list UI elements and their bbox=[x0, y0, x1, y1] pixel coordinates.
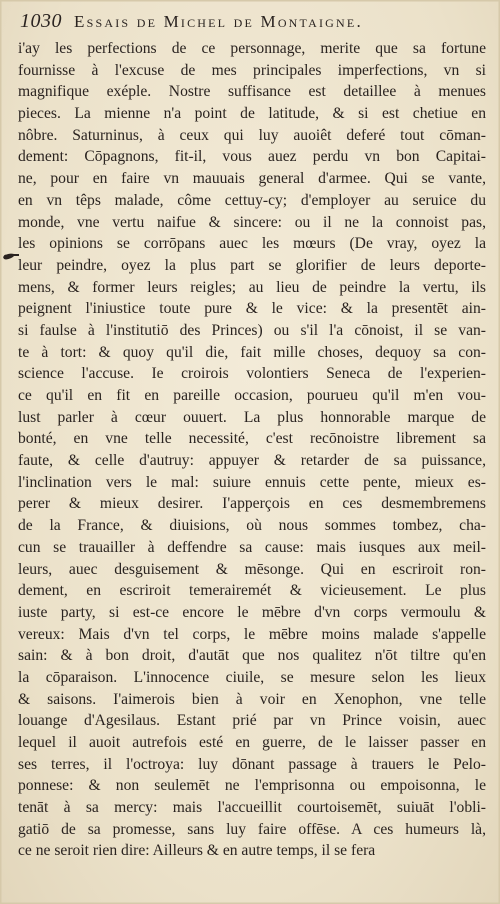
text-line: ponnese: & non seulemēt ne l'emprisonna ou empoisonna, le bbox=[18, 777, 486, 795]
text-line: magnifique exéple. Nostre suffisance est detaillee à menues bbox=[18, 83, 486, 101]
text-line: leur peindre, oyez la plus part se glorifier de leurs deporte- bbox=[18, 256, 486, 274]
text-line: si faulse à l'institutiō des Princes) ou s'il l'a cōnoist, il se van- bbox=[18, 321, 486, 339]
running-head: Essais de Michel de Montaigne. bbox=[74, 12, 363, 31]
text-line: dement, en escriroit temerairemét & vicieusement. Le plus bbox=[18, 582, 486, 600]
text-line: lust parler à cœur ouuert. La plus honnorable marque de bbox=[18, 408, 486, 426]
text-line: la cōparaison. L'innocence ciuile, se mesure selon les lieux bbox=[18, 668, 486, 686]
text-line: leurs, auec desguisement & mēsonge. Qui en escriroit ron- bbox=[18, 560, 486, 578]
text-line: dement: Cōpagnons, fit-il, vous auez perdu vn bon Capitai- bbox=[18, 148, 486, 166]
text-line: en vn têps malade, côme cettuy-cy; d'employer au seruice du bbox=[18, 191, 486, 209]
text-line: nôbre. Saturninus, à ceux qui luy auoiêt deferé tout cōman- bbox=[18, 126, 486, 144]
text-line: gatiō de sa promesse, sans luy faire offēse. A ces humeurs là, bbox=[18, 820, 486, 838]
text-line: tenāt à sa mercy: mais l'accueillit courtoisemēt, suiuāt l'obli- bbox=[18, 799, 486, 817]
text-line: monde, vne vertu naifue & sincere: ou il ne la connoist pas, bbox=[18, 213, 486, 231]
text-line: louange d'Agesilaus. Estant prié par vn Prince voisin, auec bbox=[18, 712, 486, 730]
text-line: mens, & former leurs reigles; au lieu de peindre la vertu, ils bbox=[18, 278, 486, 296]
text-line: ses terres, il l'octroya: luy dōnant passage à trauers le Pelo- bbox=[18, 755, 486, 773]
text-line: cun se trauailler à deffendre sa cause: mais iusques aux meil- bbox=[18, 538, 486, 556]
text-line: ce qu'il en fit en pareille occasion, pourueu qu'il m'en vou- bbox=[18, 387, 486, 404]
text-line: les opinions se corrōpans auec les mœurs (De vray, oyez la bbox=[18, 235, 486, 253]
text-line: science l'accuse. Ie croirois volontiers Seneca de l'experien- bbox=[18, 365, 486, 383]
text-line: ne, pour en faire vn mauuais general d'armee. Qui se vante, bbox=[18, 170, 486, 188]
text-line: faute, & celle d'autruy: appuyer & retarder de sa puissance, bbox=[18, 452, 486, 470]
text-line: i'ay les perfections de ce personnage, merite que sa fortune bbox=[18, 40, 486, 57]
text-line: de la France, & diuisions, où nous sommes tombez, cha- bbox=[18, 517, 486, 535]
text-line: perer & mieux desirer. I'apperçois en ces desmembremens bbox=[18, 495, 486, 513]
text-line: peignent l'iniustice toute pure & le vice: & la presentēt ain- bbox=[18, 300, 486, 318]
page-header bbox=[20, 10, 490, 40]
text-line: iuste party, si est-ce encore le mēbre d'vn corps vermoulu & bbox=[18, 603, 486, 621]
text-line: vereux: Mais d'vn tel corps, le mēbre moins malade s'appelle bbox=[18, 625, 486, 643]
text-line: fournisse à l'excuse de mes principales imperfections, vn si bbox=[18, 61, 486, 79]
main-text-block bbox=[18, 38, 486, 862]
text-line: ce ne seroit rien dire: Ailleurs & en autre temps, il se fera bbox=[18, 842, 376, 860]
text-line: pieces. La mienne n'a point de latitude, & si est chetiue en bbox=[18, 105, 486, 123]
text-line: & saisons. I'aimerois bien à voir en Xenophon, vne telle bbox=[18, 690, 486, 708]
text-line: l'inclination vers le mal: suiure ennuis cette pente, mieux es- bbox=[18, 473, 486, 491]
page-number: 1030 bbox=[20, 10, 62, 32]
text-line: te à tort: & quoy qu'il die, fait mille choses, dequoy sa con- bbox=[18, 343, 486, 361]
text-line: lequel il auoit autrefois esté en guerre, de le laisser passer en bbox=[18, 734, 486, 751]
text-line: bonté, en vne telle necessité, c'est recōnoistre librement sa bbox=[18, 430, 486, 448]
text-line: sain: & à bon droit, d'autāt que nos qualitez n'ōt tiltre qu'en bbox=[18, 647, 486, 665]
